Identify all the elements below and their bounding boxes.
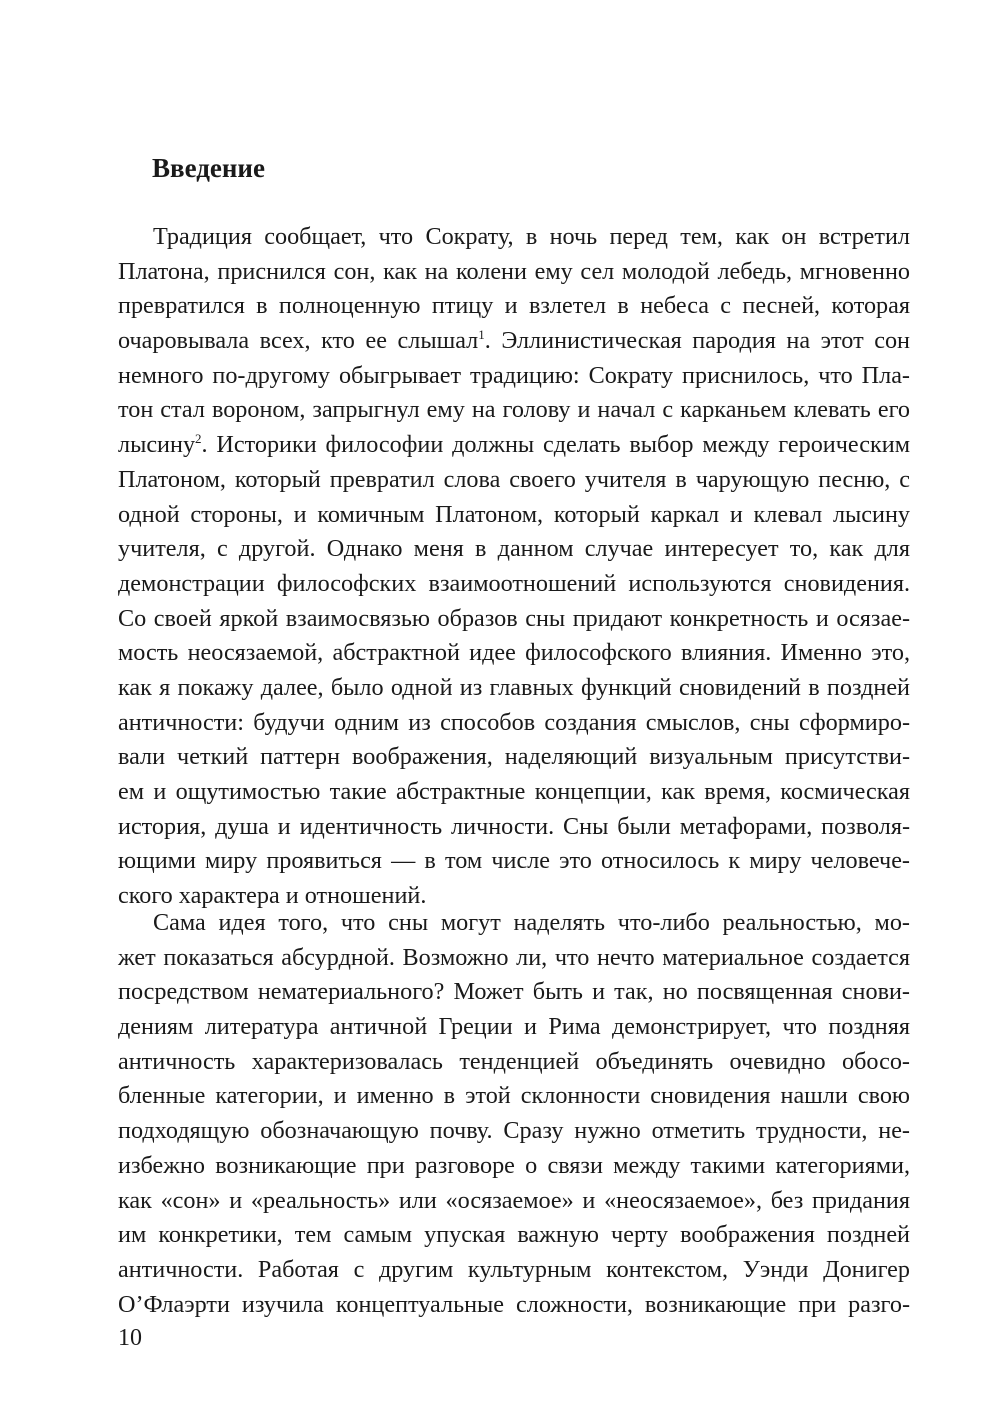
- text-line: ющими миру проявиться — в том числе это относилось к миру человече-: [118, 847, 910, 875]
- text-line: мость неосязаемой, абстрактной идее философского влияния. Именно это,: [118, 639, 910, 667]
- text-line: как я покажу далее, было одной из главных функций сновидений в поздней: [118, 673, 910, 701]
- text-line: Платона, приснился сон, как на колени ему сел молодой лебедь, мгновенно: [118, 257, 910, 285]
- text-segment: очаровывала всех, кто ее слышал: [118, 327, 479, 355]
- text-line: история, душа и идентичность личности. Сны были метафорами, позволя-: [118, 812, 910, 840]
- footnote-marker: 1: [478, 327, 485, 343]
- text-segment: лысину: [118, 431, 196, 459]
- text-line: подходящую обозначающую почву. Сразу нужно отметить трудности, не-: [118, 1117, 910, 1145]
- text-line: античности. Работая с другим культурным контекстом, Уэнди Донигер: [118, 1255, 910, 1283]
- text-line: тон стал вороном, запрыгнул ему на голову и начал с карканьем клевать его: [118, 396, 910, 424]
- text-line: дениям литература античной Греции и Рима демонстрирует, что поздняя: [118, 1013, 910, 1041]
- text-line: избежно возникающие при разговоре о связи между такими категориями,: [118, 1151, 910, 1179]
- text-line: вали четкий паттерн воображения, наделяющий визуальным присутстви-: [118, 743, 910, 771]
- text-line: им конкретики, тем самым упуская важную черту воображения поздней: [118, 1221, 910, 1249]
- paragraph-1: [118, 220, 910, 914]
- page-number: 10: [118, 1325, 142, 1351]
- text-line: как «сон» и «реальность» или «осязаемое» и «неосязаемое», без придания: [118, 1186, 910, 1214]
- text-line: античности: будучи одним из способов создания смыслов, сны сформиро-: [118, 708, 910, 736]
- text-line: Сама идея того, что сны могут наделять что-либо реальностью, мо-: [153, 909, 910, 936]
- text-line: учителя, с другой. Однако меня в данном случае интересует то, как для: [118, 535, 910, 563]
- text-line: античность характеризовалась тенденцией объединять очевидно обосо-: [118, 1047, 910, 1075]
- paragraph-2: [118, 906, 910, 1322]
- text-line-with-footnote: [118, 324, 910, 359]
- text-line: посредством нематериального? Может быть и так, но посвященная снови-: [118, 978, 910, 1006]
- text-line-with-footnote: [118, 428, 910, 463]
- text-line: жет показаться абсурдной. Возможно ли, что нечто материальное создается: [118, 943, 910, 971]
- section-heading: Введение: [152, 153, 265, 183]
- text-line: Со своей яркой взаимосвязью образов сны придают конкретность и осязае-: [118, 604, 910, 632]
- text-line: О’Флаэрти изучила концептуальные сложности, возникающие при разго-: [118, 1290, 910, 1318]
- text-line: ского характера и отношений.: [118, 882, 427, 910]
- text-line: немного по-другому обыгрывает традицию: Сократу приснилось, что Пла-: [118, 361, 910, 389]
- text-line: Традиция сообщает, что Сократу, в ночь перед тем, как он встретил: [153, 223, 910, 250]
- text-line: одной стороны, и комичным Платоном, который каркал и клевал лысину: [118, 500, 910, 528]
- text-line: демонстрации философских взаимоотношений используются сновидения.: [118, 569, 910, 597]
- text-line: Платоном, который превратил слова своего учителя в чарующую песню, с: [118, 465, 910, 493]
- text-line: бленные категории, и именно в этой склонности сновидения нашли свою: [118, 1082, 910, 1110]
- footnote-marker: 2: [195, 431, 202, 447]
- text-segment: . Историки философии должны сделать выбор между героическим: [201, 431, 910, 459]
- text-line: превратился в полноценную птицу и взлетел в небеса с песней, которая: [118, 292, 910, 320]
- text-line: ем и ощутимостью такие абстрактные концепции, как время, космическая: [118, 778, 910, 805]
- text-segment: . Эллинистическая пародия на этот сон: [484, 327, 910, 355]
